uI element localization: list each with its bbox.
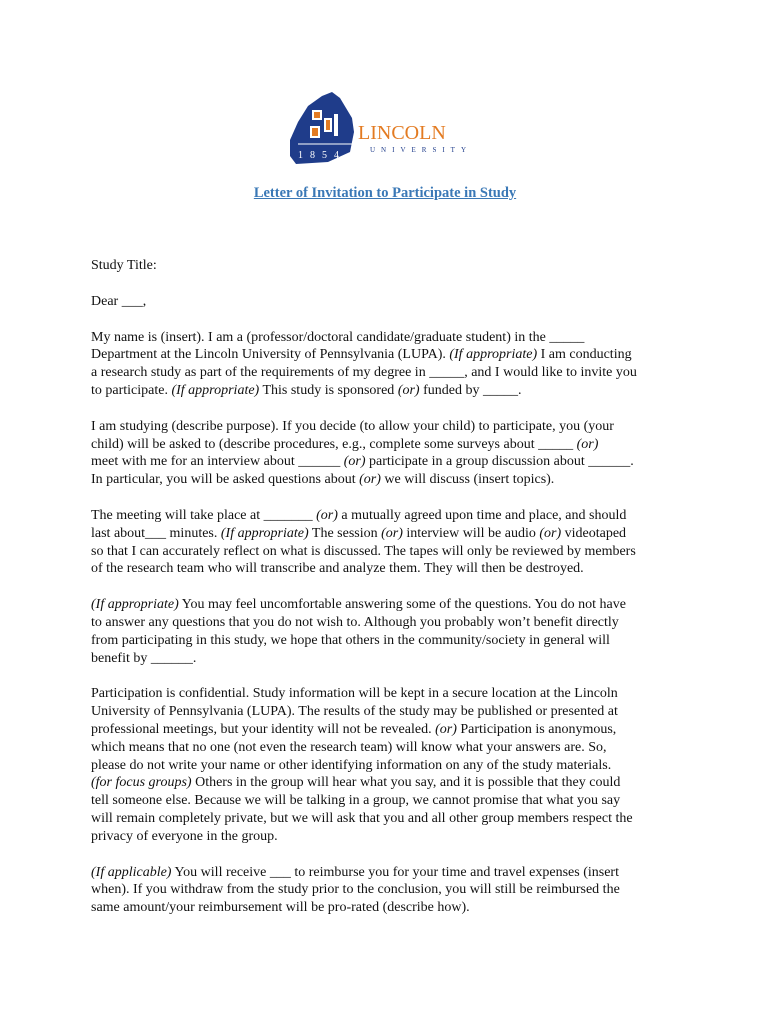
text-line: Participation is confidential. Study information will be kept in a secure location at the Lincoln [91,686,618,702]
text-line: (for focus groups) Others in the group will hear what you say, and it is possible that they could [91,775,621,791]
logo-year: 1854 [298,150,346,161]
text-line: a research study as part of the requirements of my degree in _____, and I would like to invite you [91,365,637,381]
text-line: to answer any questions that you do not wish to. Although you probably won’t benefit directly [91,614,619,630]
text-line: (If appropriate) You may feel uncomfortable answering some of the questions. You do not have [91,597,626,613]
study-title-label: Study Title: [91,258,157,273]
logo-name: LINCOLN [358,122,446,144]
text-line: tell someone else. Because we will be talking in a group, we cannot promise that what you say [91,793,621,809]
text-line: In particular, you will be asked questions about (or) we will discuss (insert topics). [91,472,555,488]
text-line: when). If you withdraw from the study prior to the conclusion, you will still be reimbursed the [91,882,620,898]
text-line: last about___ minutes. (If appropriate) The session (or) interview will be audio (or) videotaped [91,525,627,541]
text-line: child) will be asked to (describe procedures, e.g., complete some surveys about _____ (or) [91,436,599,452]
logo-sub: UNIVERSITY [370,146,472,154]
paragraph-confidentiality [91,685,691,845]
text-line: same amount/your reimbursement will be pro-rated (describe how). [91,900,470,916]
text-line: (If applicable) You will receive ___ to reimburse you for your time and travel expenses (insert [91,864,619,880]
text-line: The meeting will take place at _______ (or) a mutually agreed upon time and place, and should [91,507,627,523]
text-line: I am studying (describe purpose). If you decide (to allow your child) to participate, you (your [91,418,614,434]
paragraph-purpose [91,418,691,489]
text-line: so that I can accurately reflect on what is discussed. The tapes will only be reviewed by members [91,543,636,559]
text-line: will remain completely private, but we will ask that you and all other group members respect the [91,810,633,826]
text-line: benefit by ______. [91,650,197,666]
text-line: to participate. (If appropriate) This study is sponsored (or) funded by _____. [91,382,522,398]
text-line: meet with me for an interview about ______ (or) participate in a group discussion about ______. [91,454,634,470]
text-line: My name is (insert). I am a (professor/doctoral candidate/graduate student) in the _____ [91,329,585,345]
text-line: which means that no one (not even the research team) will know what your answers are. So, [91,739,607,755]
paragraph-meeting [91,507,691,578]
greeting: Dear ___, [91,293,147,309]
text-line: please do not write your name or other identifying information on any of the study materials. [91,757,612,773]
text-line: from participating in this study, we hope that others in the community/society in general will [91,632,610,648]
letter-body [91,257,691,917]
letter-title: Letter of Invitation to Participate in Study [253,185,517,201]
text-line: of the research team who will transcribe and analyze them. They will then be destroyed. [91,561,584,577]
text-line: University of Pennsylvania (LUPA). The results of the study may be published or presented at [91,704,618,720]
text-line: Department at the Lincoln University of Pennsylvania (LUPA). (If appropriate) I am conducting [91,347,632,363]
paragraph-reimbursement [91,864,691,917]
paragraph-introduction [91,329,691,400]
lincoln-university-logo [288,92,478,166]
paragraph-risks [91,596,691,667]
text-line: professional meetings, but your identity will not be revealed. (or) Participation is anonymous, [91,721,617,737]
text-line: privacy of everyone in the group. [91,828,278,844]
